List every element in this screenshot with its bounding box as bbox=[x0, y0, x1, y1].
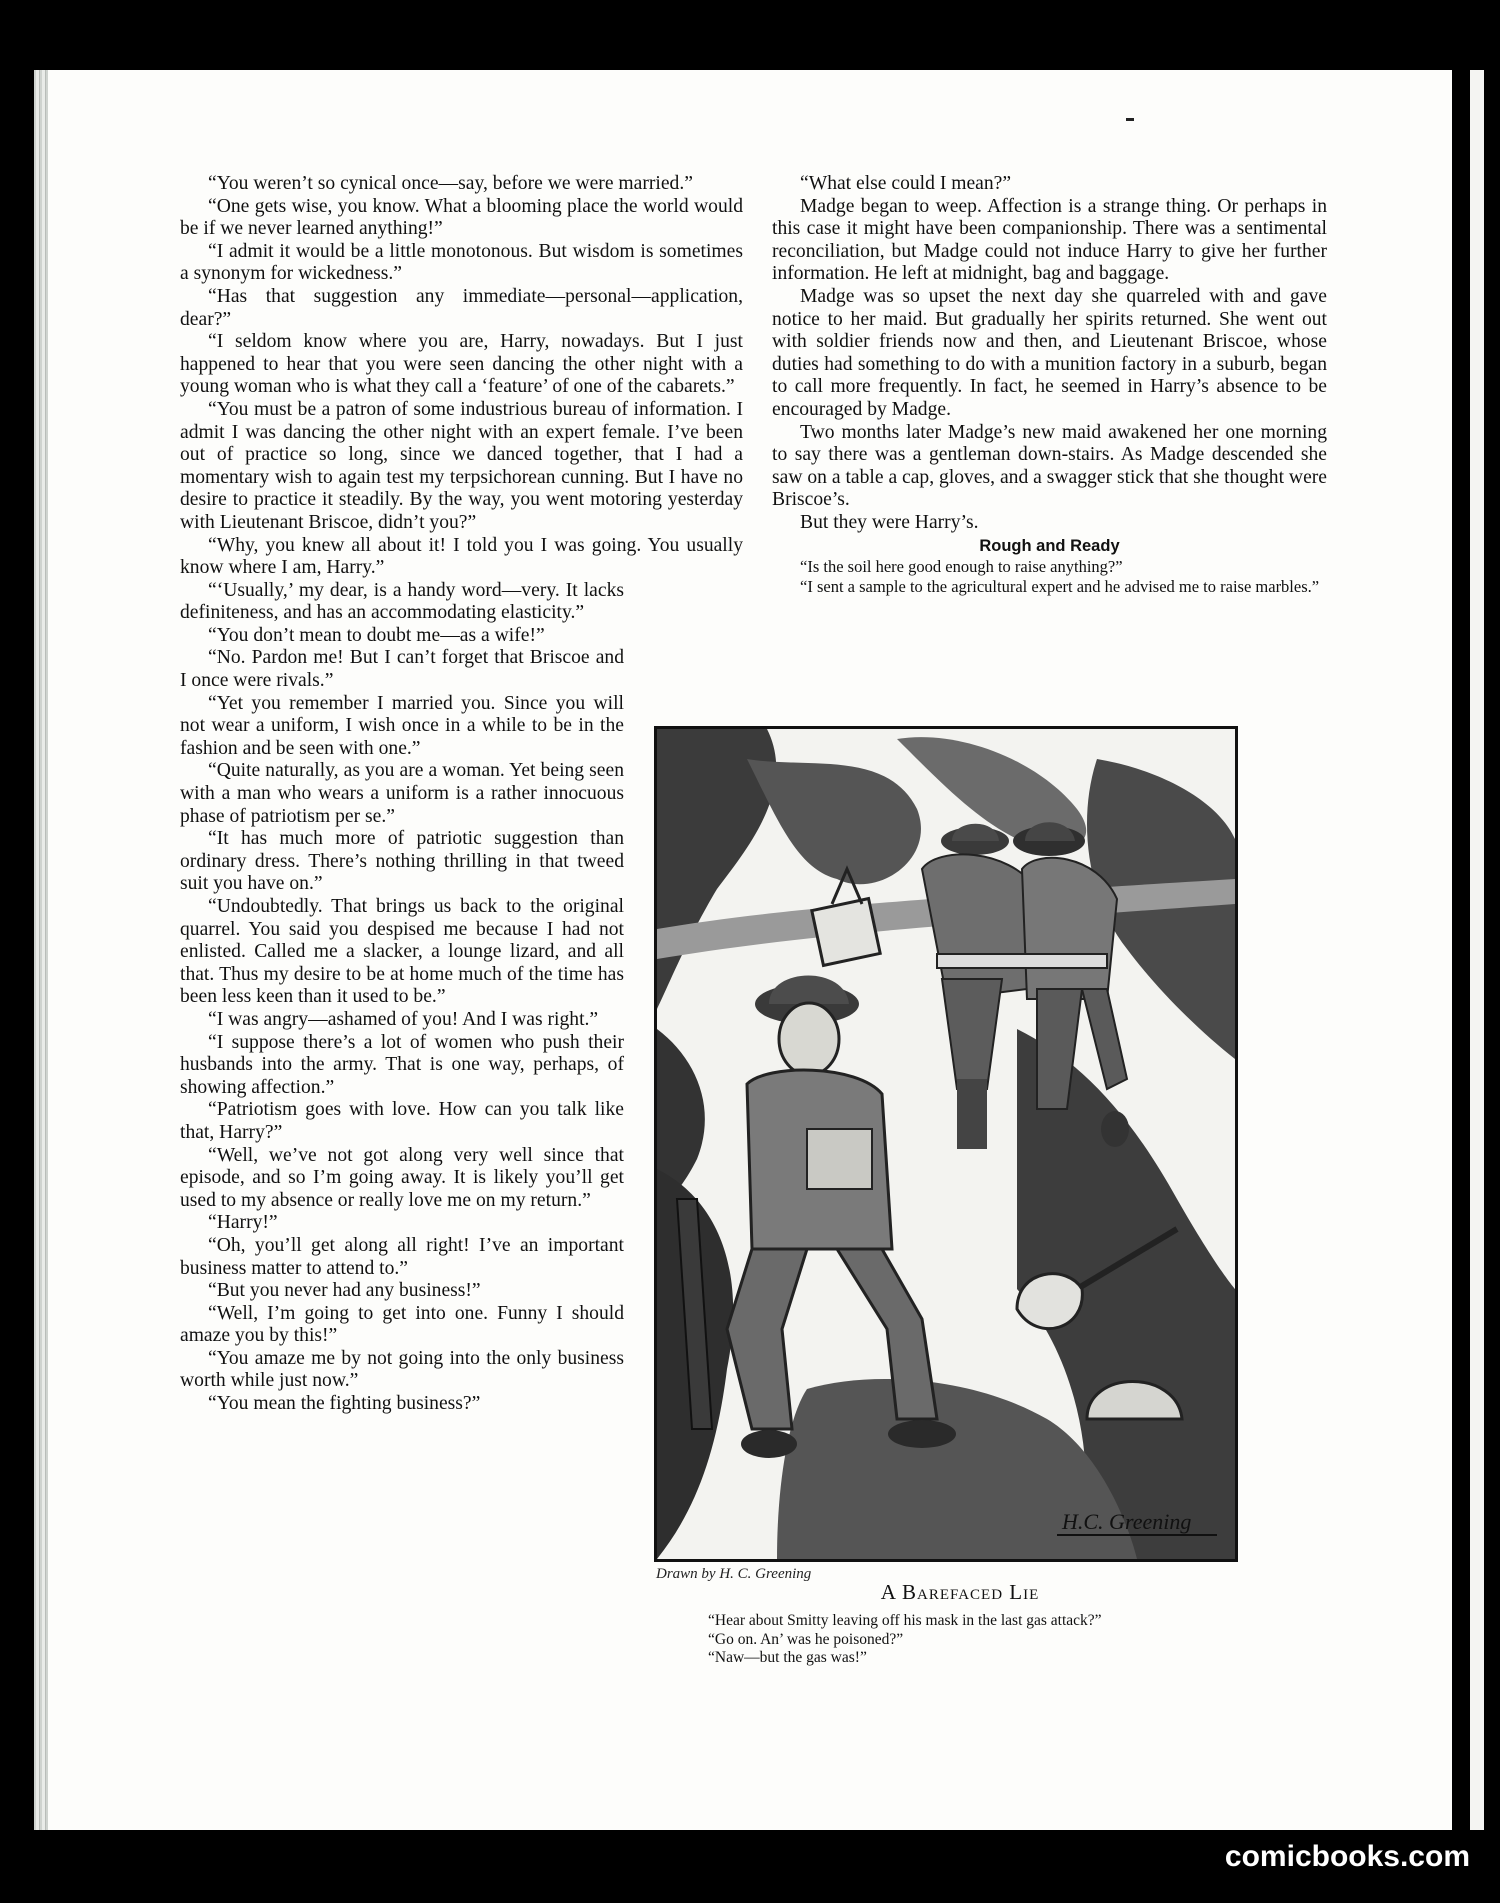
cartoon-credit: Drawn by H. C. Greening bbox=[656, 1566, 812, 1582]
page-binding-edge bbox=[34, 70, 48, 1830]
joke-heading: Rough and Ready bbox=[979, 536, 1120, 555]
story-paragraph: “‘Usually,’ my dear, is a handy word—very. It lacks definiteness, and has an accommodating elasticity.” bbox=[180, 579, 624, 624]
story-paragraph: “I was angry—ashamed of you! And I was right.” bbox=[208, 1008, 599, 1030]
site-watermark: comicbooks.com bbox=[1224, 1840, 1470, 1873]
story-paragraph: “Well, I’m going to get into one. Funny I should amaze you by this!” bbox=[180, 1302, 624, 1347]
story-paragraph: “You mean the fighting business?” bbox=[208, 1393, 481, 1415]
story-paragraph: “You must be a patron of some industrious bureau of information. I admit I was dancing the other night with an expert female. I’ve been out of practice so long, since we danced together, that I had a momentary wish to again test my terpsichorean cunning. But I have no desire to practice it steadily. By the way, you went motoring yesterday with Lieutenant Briscoe, didn’t you?” bbox=[180, 398, 743, 533]
story-paragraph: “Undoubtedly. That brings us back to the original quarrel. You said you despised me because I had not enlisted. Called me a slacker, a lounge lizard, and all that. Thus my desire to be at home much of the time has been less keen than it used to be.” bbox=[180, 896, 624, 1008]
trench-scene-drawing bbox=[657, 729, 1235, 1559]
story-paragraph: “Quite naturally, as you are a woman. Yet being seen with a man who wears a uniform is a rather innocuous phase of patriotism per se.” bbox=[180, 760, 624, 827]
story-paragraph: “Patriotism goes with love. How can you talk like that, Harry?” bbox=[180, 1099, 624, 1143]
story-paragraph: Madge was so upset the next day she quarreled with and gave notice to her maid. But gradually her spirits returned. She went out with soldier friends now and then, and Lieutenant Briscoe, whose duties had something to do with a munition factory in a suburb, began to call more frequently. In fact, he seemed in Harry’s absence to be encouraged by Madge. bbox=[772, 285, 1327, 420]
caption-line: “Hear about Smitty leaving off his mask in the last gas attack?” bbox=[708, 1612, 1102, 1629]
story-paragraph: “You don’t mean to doubt me—as a wife!” bbox=[208, 624, 545, 646]
story-paragraph: Madge began to weep. Affection is a strange thing. Or perhaps in this case it might have been companionship. There was a sentimental reconciliation, but Madge could not induce Harry to give her further information. He left at midnight, bag and baggage. bbox=[772, 195, 1327, 285]
story-paragraph: “What else could I mean?” bbox=[800, 173, 1012, 194]
right-text-column bbox=[772, 173, 1327, 597]
story-paragraph: “I seldom know where you are, Harry, nowadays. But I just happened to hear that you were seen dancing the other night with a young woman who is what they call a ‘feature’ of one of the cabarets.” bbox=[180, 331, 743, 398]
story-paragraph: “But you never had any business!” bbox=[208, 1280, 481, 1302]
story-paragraph: “Why, you knew all about it! I told you I was going. You usually know where I am, Harry.” bbox=[180, 534, 743, 579]
left-text-narrow bbox=[180, 580, 624, 1416]
story-paragraph: “I admit it would be a little monotonous. But wisdom is sometimes a synonym for wickedness.” bbox=[180, 240, 743, 285]
story-paragraph: “Yet you remember I married you. Since you will not wear a uniform, I wish once in a while to be in the fashion and be seen with one.” bbox=[180, 692, 624, 759]
story-paragraph: “One gets wise, you know. What a blooming place the world would be if we never learned anything!” bbox=[180, 195, 743, 240]
story-paragraph: “No. Pardon me! But I can’t forget that Briscoe and I once were rivals.” bbox=[180, 647, 624, 692]
joke-line: “I sent a sample to the agricultural expert and he advised me to raise marbles.” bbox=[800, 577, 1320, 597]
story-paragraph: “Has that suggestion any immediate—personal—application, dear?” bbox=[180, 285, 743, 330]
caption-line: “Go on. An’ was he poisoned?” bbox=[708, 1630, 904, 1648]
story-paragraph: “You weren’t so cynical once—say, before we were married.” bbox=[208, 173, 693, 194]
caption-line: “Naw—but the gas was!” bbox=[708, 1649, 867, 1666]
cartoon-caption bbox=[708, 1612, 1268, 1668]
facing-page-edge bbox=[1470, 70, 1484, 1830]
joke-line: “Is the soil here good enough to raise anything?” bbox=[800, 557, 1123, 577]
story-paragraph: “Well, we’ve not got along very well since that episode, and so I’m going away. It is likely you’ll get used to my absence or really love me on my return.” bbox=[180, 1144, 624, 1211]
cartoon-illustration bbox=[654, 726, 1238, 1562]
cartoon-title: A Barefaced Lie bbox=[880, 1580, 1040, 1604]
story-paragraph: But they were Harry’s. bbox=[800, 511, 979, 533]
story-paragraph: “It has much more of patriotic suggestion than ordinary dress. There’s nothing thrilling in that tweed suit you have on.” bbox=[180, 828, 624, 895]
story-paragraph: “I suppose there’s a lot of women who push their husbands into the army. That is one way, perhaps, of showing affection.” bbox=[180, 1031, 624, 1098]
story-paragraph: Two months later Madge’s new maid awakened her one morning to say there was a gentleman down-stairs. As Madge descended she saw on a table a cap, gloves, and a swagger stick that she thought were Briscoe’s. bbox=[772, 421, 1327, 511]
artist-signature: H.C. Greening bbox=[1062, 1509, 1192, 1534]
ink-speck bbox=[1126, 118, 1134, 121]
story-paragraph: “Oh, you’ll get along all right! I’ve an important business matter to attend to.” bbox=[180, 1234, 624, 1279]
story-paragraph: “You amaze me by not going into the only business worth while just now.” bbox=[180, 1347, 624, 1392]
story-paragraph: “Harry!” bbox=[208, 1212, 278, 1234]
